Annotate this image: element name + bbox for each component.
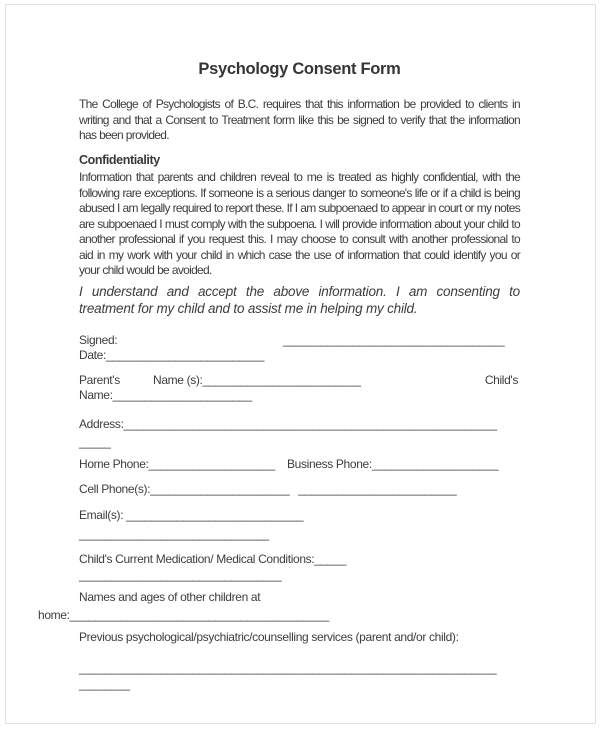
medication-cont-line-field[interactable]: ________________________________ — [79, 568, 282, 582]
previous-line1-field[interactable]: __________________________________________________________________ — [79, 661, 497, 675]
children-label: Names and ages of other children at — [79, 590, 261, 604]
previous-services-row — [79, 630, 520, 645]
business-phone-label: Business Phone: — [287, 457, 372, 471]
email-line-field[interactable]: ____________________________ — [126, 508, 304, 522]
confidentiality-heading: Confidentiality — [79, 153, 160, 167]
email-label: Email(s): — [79, 508, 127, 522]
date-label: Date: — [79, 348, 106, 362]
cell-phone-row — [79, 482, 520, 497]
home-row — [38, 608, 520, 623]
names-line-field[interactable]: _________________________ — [202, 373, 361, 387]
business-phone-line-field[interactable]: ____________________ — [371, 457, 499, 471]
home-phone-label: Home Phone: — [79, 457, 149, 471]
email-cont-line-field[interactable]: ______________________________ — [79, 527, 269, 541]
name-label: Name: — [79, 388, 113, 402]
cell-phone-line1-field[interactable]: ______________________ — [150, 482, 290, 496]
cell-phone-label: Cell Phone(s): — [79, 482, 151, 496]
date-row — [79, 348, 520, 363]
email-row — [79, 508, 520, 523]
previous-services-label: Previous psychological/psychiatric/counselling services (parent and/or child): — [79, 630, 459, 644]
address-label: Address: — [79, 417, 124, 431]
previous-services-line1-row — [79, 661, 520, 676]
cell-phone-line2-field[interactable]: _________________________ — [298, 482, 457, 496]
address-continuation-row — [79, 435, 520, 450]
phones-row — [79, 457, 520, 472]
intro-paragraph: The College of Psychologists of B.C. requires that this information be provided to clients in writing and that a Consent to Treatment form like this be signed to verify that the information has been provided. — [79, 97, 520, 142]
address-line-field[interactable]: ___________________________________________________________ — [123, 417, 497, 431]
confidentiality-paragraph: Information that parents and children reveal to me is treated as highly confidential, with the following rare exceptions. If someone is a serious danger to someone's life or if a child is being abused I am legally required to report these. If I am subpoenaed to appear in court or my notes are subpoenaed I must comply with the subpoena. I will provide information about your child to another professional if you request this. I may choose to consult with another professional to aid in my work with your child in which case the use of information that could identify you or your child would be avoided. — [79, 170, 520, 277]
parents-label: Parent's — [79, 373, 120, 387]
names-label: Name (s): — [153, 373, 203, 387]
signed-row — [79, 333, 520, 348]
childs-label: Child's — [484, 373, 518, 387]
name-row — [79, 388, 520, 403]
previous-services-line2-row — [79, 677, 520, 692]
medication-label: Child's Current Medication/ Medical Conditions: — [79, 552, 315, 566]
home-label: home: — [38, 608, 70, 622]
address-row — [79, 417, 520, 432]
page-title: Psychology Consent Form — [198, 60, 401, 78]
home-line-field[interactable]: _________________________________________ — [69, 608, 329, 622]
medication-row — [79, 552, 520, 567]
other-children-row — [79, 590, 520, 605]
consent-statement: I understand and accept the above information. I am consenting to treatment for my child and to assist me in helping my child. — [79, 284, 520, 316]
medication-line-field[interactable]: _____ — [314, 552, 346, 566]
email-continuation-row — [79, 527, 520, 542]
name-line-field[interactable]: ______________________ — [112, 388, 252, 402]
names-label-and-field — [153, 373, 361, 388]
home-phone-line-field[interactable]: ____________________ — [148, 457, 276, 471]
signed-line-field[interactable]: ___________________________________ — [283, 333, 505, 347]
previous-line2-field[interactable]: ________ — [79, 677, 130, 691]
medication-continuation-row — [79, 568, 520, 583]
signed-label: Signed: — [79, 333, 118, 347]
address-cont-line-field[interactable]: _____ — [79, 435, 111, 449]
parent-name-row — [79, 373, 520, 388]
date-line-field[interactable]: _________________________ — [105, 348, 265, 362]
